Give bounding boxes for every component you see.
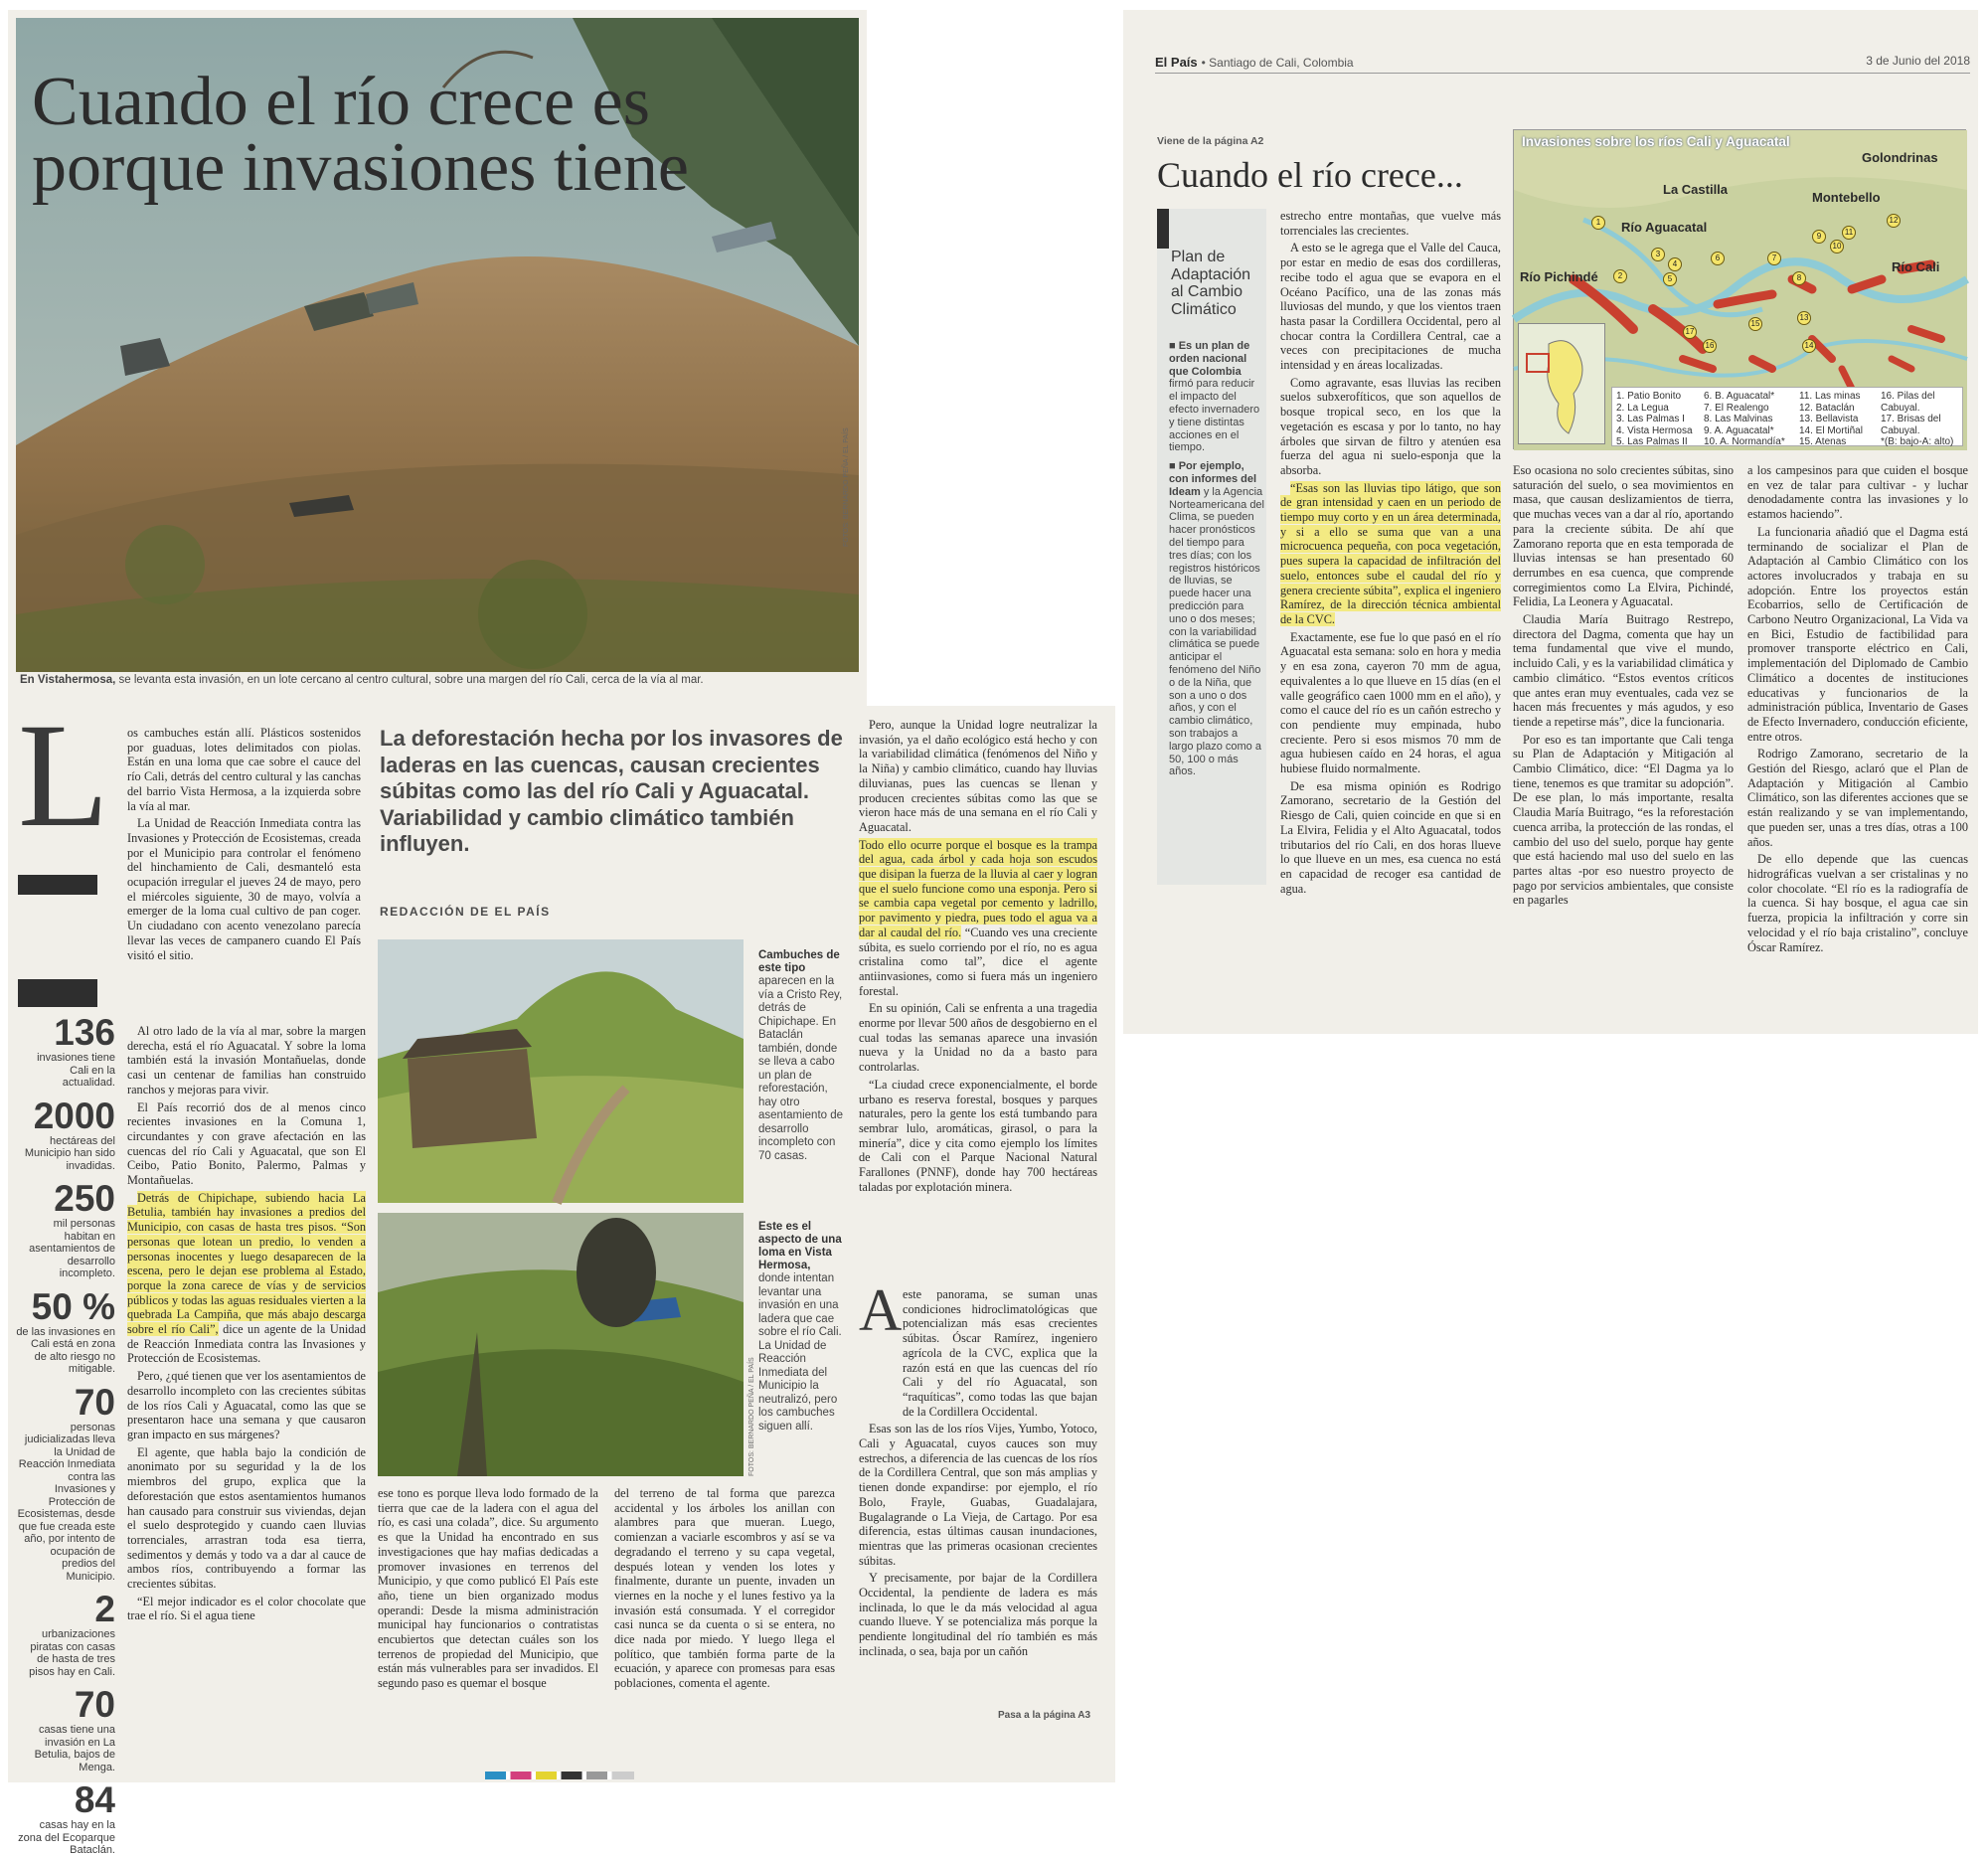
right-c2-highlight-p <box>1280 481 1501 627</box>
stat-label: de las invasiones en Cali está en zona de alto riesgo no mitigable. <box>16 1325 115 1375</box>
col4-p3: En su opinión, Cali se enfrenta a una tragedia enorme por llevar 500 años de desgobierno en el cual todas las semanas aparece una invasión nueva y la Unidad no da a basto para controlarlas. <box>859 1001 1097 1075</box>
legend-item: *(B: bajo-A: alto) <box>1881 436 1954 447</box>
stat-block <box>16 1686 115 1773</box>
map-marker: 16 <box>1703 339 1717 353</box>
shack-photo <box>378 939 744 1203</box>
map-marker: 5 <box>1663 272 1677 286</box>
col1-p6: Pero, ¿qué tienen que ver los asentamientos de desarrollo incompleto con las crecientes súbitas de los ríos Cali y Aguacatal, como las que se presentaron hace una semana y que causaron gran impacto en sus márgenes? <box>127 1369 366 1441</box>
stat-number: 70 <box>74 1381 115 1423</box>
stat-number: 70 <box>74 1684 115 1725</box>
legend-item: 11. Las minas <box>1799 391 1861 402</box>
right-headline: Cuando el río crece... <box>1157 155 1463 195</box>
map-marker: 10 <box>1830 240 1844 253</box>
legend-col-1 <box>1616 391 1693 448</box>
stat-block <box>16 1180 115 1280</box>
col4-p2: “Cuando ves una creciente súbita, es suelo corriendo por el río, no es agua cristalina como tal”, dice el agente antiinvasiones, como si fuera más un ingeniero forestal. <box>859 925 1097 998</box>
masthead <box>1155 54 1970 74</box>
legend-item: 6. B. Aguacatal* <box>1704 391 1775 402</box>
right-col2-text <box>1280 209 1501 899</box>
caption-1-body: aparecen en la vía a Cristo Rey, detrás de Chipichape. En Bataclán también, donde se lleva a cabo un plan de reforestación, hay otro asentamiento de desarrollo incompleto con 70 casas. <box>758 975 844 1162</box>
legend-item: 9. A. Aguacatal* <box>1704 424 1774 436</box>
stat-label: personas judicializadas lleva la Unidad de Reacción Inmediata contra las Invasiones y Protección de Ecosistemas, desde que fue creada este año, por intento de ocupación de predios del Municipio. <box>17 1421 115 1583</box>
deck: La deforestación hecha por los invasores de laderas en las cuencas, causan crecientes súbitas como las del río Cali y Aguacatal. Variabilidad y cambio climático también influyen. <box>380 726 843 856</box>
stat-number: 136 <box>54 1012 115 1053</box>
right-c2-p1: estrecho entre montañas, que vuelve más torrenciales las crecientes. <box>1280 209 1501 238</box>
caption-1-head: Cambuches de este tipo <box>758 949 840 974</box>
right-c3-p2: Claudia María Buitrago Restrepo, directora del Dagma, comenta que hay un tema fundamental que vive el mundo, incluido Cali, y es la variabilidad climática y cambio climático. “Estos eventos críticos que antes eran muy eventuales, cada vez se hacen más frecuentes y más agudos, y eso tiende a repetirse más”, dice la funcionaria. <box>1513 612 1734 729</box>
map-marker: 11 <box>1842 226 1856 240</box>
dropcap-bar <box>18 875 97 895</box>
main-headline <box>32 64 728 206</box>
col2-bottom: ese tono es porque lleva lodo formado de la tierra que cae de la ladera con el agua del río, es casi una colada”, dice. Su argumento es que la Unidad ha encontrado en sus investigaciones que hay mafias dedicadas a promover invasiones en terrenos del Municipio, y que como publicó El País este año, tiene un bien organizado modus operandi: Desde la misma administración municipal hay funcionarios o contratistas encubiertos que detectan cuáles son los terrenos de propiedad del Municipio, que están más vulnerables para ser invadidos. El segundo paso es quemar el bosque <box>378 1486 598 1691</box>
col1-p5-rest: dice un agente de la Unidad de Reacción Inmediata contra las Invasiones y Protección de Ecosistemas. <box>127 1322 367 1366</box>
photo-credit-2: FOTOS: BERNARDO PEÑA / EL PAÍS <box>748 1357 755 1476</box>
col2-bottom-text <box>378 1486 598 1694</box>
sidebar-title: Plan de Adaptación al Cambio Climático <box>1171 249 1251 318</box>
map-inset <box>1518 323 1605 444</box>
right-col3-text <box>1513 463 1734 911</box>
left-clipping-right-column <box>859 706 1115 1782</box>
legend-item: 4. Vista Hermosa <box>1616 424 1693 436</box>
byline: REDACCIÓN DE EL PAÍS <box>380 905 551 919</box>
sidebar-b1-text: firmó para reducir el impacto del efecto invernadero y tiene distintas acciones en el tiempo. <box>1169 378 1260 454</box>
stats-bar-top <box>18 979 97 1007</box>
drop-cap: L <box>18 693 109 858</box>
legend-item: 16. Pilas del Cabuyal. <box>1881 391 1935 414</box>
col4-p1: Pero, aunque la Unidad logre neutralizar la invasión, ya el daño ecológico está hecho y con la variabilidad climática (fenómenos del Niño y la Niña) y cambio climático, cuando hay lluvias diluvianas, pues las cuencas se llenan y producen crecientes súbitas como las que se vieron hace más de una semana en el río Cali y Aguacatal. <box>859 718 1097 834</box>
legend-col-4 <box>1881 391 1962 448</box>
legend-item: 12. Bataclán <box>1799 402 1855 414</box>
hill-photo <box>378 1213 744 1476</box>
masthead-date: 3 de Junio del 2018 <box>1866 54 1970 68</box>
map-marker: 15 <box>1748 317 1762 331</box>
col4-a: este panorama, se suman unas condiciones hidroclimatológicas que potencializan más esas crecientes súbitas. Óscar Ramírez, ingeniero agrícola de la CVC, explica que la razón está en que las cuencas del río Cali y del río Aguacatal, son “raquíticas”, como todas las que bajan de la Cordillera Occidental. <box>903 1287 1097 1419</box>
col1-p7: El agente, que habla bajo la condición de anonimato por su seguridad y la de los miembros del grupo, explica que la deforestación que estos asentamientos humanos han causado para construir sus viviendas, dejan el suelo desprotegido y cuando caen lluvias torrenciales, arrastran toda esa tierra, sedimentos y demás y todo va a dar al cauce de ambos ríos, contribuyendo a formar las crecientes súbitas. <box>127 1444 366 1592</box>
right-c2-p3: Como agravante, esas lluvias las reciben suelos subxerofíticos, que son aquellos de bosque tropical seco, en los que la vegetación es escasa y por lo tanto, no hay árboles que sirvan de filtro y atenúen esa fuerza del agua ni suelo-esponja que la absorba. <box>1280 375 1501 477</box>
headline-line-2: porque invasiones tiene <box>32 129 689 206</box>
right-clipping <box>1123 10 1978 1034</box>
col4-text <box>859 718 1097 1198</box>
stat-number: 2 <box>94 1589 115 1629</box>
col1-p1: os cambuches están allí. Plásticos sostenidos por guaduas, lotes delimitados con piolas. Están en una loma que cae sobre el cauce del río Cali, detrás del centro cultural y las canchas del barrio Vista Hermosa, a la izquierda sobre la vía al mar. <box>127 726 361 813</box>
col1-upper-text <box>127 726 361 965</box>
legend-item: 17. Brisas del Cabuyal. <box>1881 414 1941 436</box>
stat-number: 50 % <box>31 1285 115 1327</box>
stat-number: 84 <box>74 1779 115 1820</box>
map-marker: 12 <box>1887 214 1901 228</box>
sidebar-b1-bold: Es un plan de orden nacional que Colombia <box>1169 340 1250 378</box>
plan-sidebar <box>1157 209 1266 885</box>
caption-2 <box>758 1221 848 1434</box>
sidebar-bullet-2: ■ Por ejemplo, con informes del Ideam y la Agencia Norteamericana del Clima, se pueden hacer pronósticos del tiempo para tres días; con los registros históricos de lluvias, se puede hacer una predicción para uno o dos meses; con la variabilidad climática se puede anticipar el fenómeno del Niño o de la Niña, que son a uno o dos años, y con el cambio climático, son trabajos a largo plazo como a 50, 100 o más años. <box>1169 460 1264 778</box>
map-marker: 6 <box>1711 252 1725 265</box>
stat-label: casas tiene una invasión en La Betulia, bajos de Menga. <box>34 1724 115 1773</box>
sidebar-body <box>1169 340 1264 778</box>
legend-item: 3. Las Palmas I <box>1616 414 1685 424</box>
continue-note: Pasa a la página A3 <box>998 1710 1091 1721</box>
photo-caption-bold: En Vistahermosa, <box>20 674 116 686</box>
kicker: Viene de la página A2 <box>1157 135 1264 147</box>
map-marker: 7 <box>1767 252 1781 265</box>
stat-label: invasiones tiene Cali en la actualidad. <box>37 1052 115 1089</box>
right-c4-p1: a los campesinos para que cuiden el bosque en vez de talar para cultivar - y luchar denodadamente contra las invasiones y lo estamos haciendo”. <box>1747 463 1968 522</box>
caption-2-body: donde intentan levantar una invasión en una ladera que cae sobre el río Cali. La Unidad de Reacción Inmediata del Municipio la neutralizó, pero los cambuches siguen allí. <box>758 1272 842 1433</box>
map-place-rio-aguacatal: Río Aguacatal <box>1621 220 1708 235</box>
right-c2-highlight: “Esas son las lluvias tipo látigo, que son de gran intensidad y caen en un periodo de tiempo muy corto y en un área determinada, y si a ello se suma que van a una microcuenca pequeña, con poca vegetación, pues supera la capacidad de infiltración del suelo, entonces sube el caudal del río y genera creciente súbita”, explica el ingeniero Ramírez, de la dirección técnica ambiental de la CVC. <box>1280 480 1501 626</box>
stat-label: hectáreas del Municipio han sido invadidas. <box>24 1134 115 1172</box>
sidebar-bullet-1: ■ Es un plan de orden nacional que Colombia firmó para reducir el impacto del efecto invernadero y tiene distintas acciones en el tiempo. <box>1169 340 1260 454</box>
legend-item: 1. Patio Bonito <box>1616 391 1682 402</box>
stat-label: urbanizaciones piratas con casas de hasta de tres pisos hay en Cali. <box>29 1628 115 1678</box>
invasions-map <box>1513 129 1966 449</box>
stat-number: 250 <box>54 1178 115 1219</box>
stat-block <box>16 1781 115 1857</box>
map-place-montebello: Montebello <box>1812 190 1881 205</box>
map-title: Invasiones sobre los ríos Cali y Aguacatal <box>1522 134 1790 149</box>
photo-credit: FOTOS: BERNARDO PEÑA / EL PAÍS <box>843 427 850 547</box>
col4-p4: “La ciudad crece exponencialmente, el borde urbano es reserva forestal, bosques y parques naturales, pero la gente los está tumbando para sembrar lulo, aromáticas, girasol, o para la minería”, dice y cita como ejemplo los límites de Cali con el Parque Nacional Natural Farallones (PNNF), donde hay 700 hectáreas taladas por explotación minera. <box>859 1077 1097 1194</box>
map-marker: 13 <box>1797 311 1811 325</box>
map-marker: 8 <box>1792 271 1806 285</box>
legend-item: 14. El Mortiñal <box>1799 424 1863 436</box>
caption-1 <box>758 949 848 1163</box>
legend-item: 5. Las Palmas II <box>1616 436 1688 447</box>
col3-bottom-text <box>614 1486 835 1694</box>
right-c4-p4: De ello depende que las cuencas hidrográficas vuelvan a ser cristalinas y no color chocolate. “El río es la radiografía de la cuenca. Si hay bosque, el agua cae sin fuerza, propicia la infiltración y corre sin velocidad y el río baja cristalino”, concluye Óscar Ramírez. <box>1747 852 1968 954</box>
col1-lower-text <box>127 1024 366 1626</box>
col1-p5 <box>127 1191 366 1366</box>
stats-column <box>16 1014 115 1857</box>
legend-item: 8. Las Malvinas <box>1704 414 1773 424</box>
col1-p3: Al otro lado de la vía al mar, sobre la margen derecha, está el río Aguacatal. Y sobre la loma también está la invasión Montañuelas, donde casi un centenar de familias han construido ranchos y mejoras para vivir. <box>127 1024 366 1097</box>
stat-label: mil personas habitan en asentamientos de desarrollo incompleto. <box>29 1218 115 1279</box>
right-c3-p1: Eso ocasiona no solo crecientes súbitas, sino saturación del suelo, o sea movimientos en masa, que causan deslizamientos de tierra, que muchas veces van a dar al río, aportando para la creciente súbita. De ahí que Zamorano reporta que en esta temporada de lluvias intensas se han presentado 60 derrumbes en esa cuenca, que comprende corregimientos como La Elvira, Pichindé, Felidia, La Leonera y Aguacatal. <box>1513 463 1734 609</box>
photo-caption-text: se levanta esta invasión, en un lote cercano al centro cultural, sobre una margen del río Cali, cerca de la vía al mar. <box>118 674 704 686</box>
right-c2-p5: De esa misma opinión es Rodrigo Zamorano, secretario de la Gestión del Riesgo de Cali, quien coincide en que si en La Elvira, Felidia y el Alto Aguacatal, todos tributarios del río Cali, en dos horas llueve lo que llueve en un mes, esa cuenca no está en capacidad de recoger esa cantidad de agua. <box>1280 778 1501 896</box>
map-place-la-castilla: La Castilla <box>1663 182 1729 197</box>
legend-item: 2. La Legua <box>1616 402 1669 414</box>
stat-label: casas hay en la zona del Ecoparque Bataclán. <box>18 1819 115 1856</box>
stat-block <box>16 1097 115 1173</box>
headline-line-1: Cuando el río crece es <box>32 64 650 140</box>
col1-p4: El País recorrió dos de al menos cinco recientes invasiones en la Comuna 1, circundantes y con grave afectación en las cuencas del río Cali y Aguacatal, que son El Ceibo, Patio Bonito, Palermo, Palmas y Montañuelas. <box>127 1099 366 1188</box>
right-c4-p2: La funcionaria añadió que el Dagma está terminando de socializar el Plan de Adaptación al Cambio Climático con los actores involucrados y trabaja en su adopción. Entre los proyectos están Ecobarrios, sello de Certificación de Carbono Neutro Organizacional, La Vida va en Bici, Estudio de factibilidad para promover transporte eléctrico en Cali, implementación del Diplomado de Cambio Climático a docentes de instituciones educativas y funcionarios de la administración pública, Inventario de Gases de Efecto Invernadero, conducción eficiente, entre otros. <box>1747 524 1968 744</box>
right-c4-p3: Rodrigo Zamorano, secretario de la Gestión del Riesgo, aclaró que el Plan de Adaptación y Mitigación al Cambio Climático, son las diferentes acciones que se están realizando y se van implementando, que pueden ser, unas a tres días, otras a 100 años. <box>1747 747 1968 849</box>
legend-item: 10. A. Normandía* <box>1704 436 1785 447</box>
left-clipping <box>8 10 867 1856</box>
col3-bottom: del terreno de tal forma que parezca accidental y los árboles los anillan con alambres para que mueran. Luego, comienzan a vaciarle escombros y así se va degradando el terreno y su capa vegetal, después lotean y venden los lotes y finalmente, durante un puente, invaden un viernes en la noche y el lunes festivo ya la invasión está consumada. Y el corregidor casi nunca se da cuenta o si se entera, no dice nada por miedo. Y luego llega el político, que también forma parte de la ecuación, y aparece con promesas para esas poblaciones, comenta el agente. <box>614 1486 835 1691</box>
col4-highlight-p <box>859 838 1097 999</box>
masthead-paper: El País <box>1155 55 1198 70</box>
col1-highlight: Detrás de Chipichape, subiendo hacia La Betulia, también hay invasiones a predios del Municipio, con casas de hasta tres pisos. “Son personas que lotean un predio, lo venden a personas inocentes y luego desaparecen de la escena, pero le dejan ese problema al Estado, porque la zona carece de vías y de servicios públicos y todas las aguas residuales vierten a la quebrada La Campiña, que más abajo descarga sobre el río Cali”, <box>127 1190 366 1337</box>
print-color-strip <box>485 1772 634 1779</box>
col4-lower-text <box>859 1287 1097 1662</box>
right-c3-p3: Por eso es tan importante que Cali tenga su Plan de Adaptación y Mitigación al Cambio Climático, dice: “El Dagma ya lo tiene, tenemos es que tramitar su adopción”. De ese plan, lo más importante, resalta Claudia María Buitrago, “es la reforestación cuenca arriba, la protección de las rondas, el cambio del uso del suelo, porque hay gente que está haciendo mal uso del suelo en las partes altas -por eso nuestro proyecto de pago por servicios ambientales, que consiste en pagarles <box>1513 732 1734 908</box>
sidebar-b2-bold: Por ejemplo, con informes del Ideam <box>1169 460 1257 498</box>
stat-block <box>16 1285 115 1376</box>
map-marker: 2 <box>1613 269 1627 283</box>
right-c2-p2: A esto se le agrega que el Valle del Cauca, por estar en medio de esas dos cordilleras, recibe todo el agua que se evapora en el Océano Pacífico, una de las zonas más lluviosas del mundo, y que los vientos traen hasta pasar la Cordillera Occidental, pero al chocar contra la Cordillera Central, cae a veces con precipitaciones de mucha intensidad y en áreas localizadas. <box>1280 241 1501 373</box>
legend-item: 13. Bellavista <box>1799 414 1859 424</box>
map-place-rio-pichinde: Río Pichindé <box>1520 269 1598 284</box>
right-c2-p4: Exactamente, ese fue lo que pasó en el río Aguacatal esta semana: solo en hora y media y en esa zona, cayeron 70 mm de agua, equivalentes a lo que llueve en 15 días (en el valle geográfico caen 1000 mm en el año), y como el cauce del río es un cañón estrecho y con pendiente muy empinada, hubo creciente. Pero si esos mismos 70 mm de agua hubiesen caído en 24 horas, el agua hubiese fluido normalmente. <box>1280 629 1501 776</box>
legend-col-3 <box>1799 391 1863 448</box>
col4-highlight: Todo ello ocurre porque el bosque es la trampa del agua, cada árbol y cada hoja son escudos que disipan la fuerza de la lluvia al caer y logran que el suelo funcione como una esponja. Pero si se cambia capa vegetal por cemento y ladrillo, por pavimento y piedra, pues todo el agua va a dar al caudal del río. <box>859 837 1097 939</box>
col4-a3: Y precisamente, por bajar de la Cordillera Occidental, la pendiente de ladera es más inclinada, lo que le da más velocidad al agua cuando llueve. Y se potencializa más porque la pendiente longitudinal del río también es más inclinada, o sea, baja por un cañón <box>859 1571 1097 1658</box>
map-place-rio-cali: Río Cali <box>1892 259 1940 274</box>
masthead-place: • Santiago de Cali, Colombia <box>1201 56 1354 70</box>
map-marker: 9 <box>1812 230 1826 244</box>
col1-p8: “El mejor indicador es el color chocolate que trae el río. Si el agua tiene <box>127 1594 366 1623</box>
col1-p2: La Unidad de Reacción Inmediata contra las Invasiones y Protección de Ecosistemas, creada por el Municipio para controlar el fenómeno del hinchamiento de Cali, desmanteló esta ocupación irregular el jueves 24 de mayo, pero el miércoles siguiente, 30 de mayo, volvía a emerger de la loma cual cultivo de pan coger. Un ciudadano con acento venezolano parecía llevar las veces de campanero cuando El País visitó el sitio. <box>127 816 361 962</box>
map-marker: 14 <box>1802 339 1816 353</box>
map-marker: 4 <box>1668 257 1682 271</box>
legend-item: 15. Atenas <box>1799 436 1847 447</box>
legend-col-2 <box>1704 391 1785 448</box>
photo-caption <box>20 674 855 686</box>
caption-2-head: Este es el aspecto de una loma en Vista Hermosa, <box>758 1221 842 1271</box>
stat-block <box>16 1591 115 1678</box>
photo-vista-hermosa <box>378 1213 744 1476</box>
stat-block <box>16 1014 115 1090</box>
map-legend <box>1611 387 1963 446</box>
stat-number: 2000 <box>33 1095 115 1136</box>
drop-cap-a: A <box>859 1277 903 1343</box>
map-marker: 1 <box>1591 216 1605 230</box>
stat-block <box>16 1381 115 1584</box>
map-marker: 17 <box>1683 325 1697 339</box>
photo-cambuche <box>378 939 744 1203</box>
sidebar-top-bar <box>1157 209 1169 249</box>
right-col4-text <box>1747 463 1968 957</box>
col4-a2: Esas son las de los ríos Vijes, Yumbo, Yotoco, Cali y Aguacatal, cuyos cauces son muy estrechos, a diferencia de las cuencas de los ríos de la Cordillera Central, que son más amplias y tienen donde expandirse: por ejemplo, el río Bolo, Frayle, Guabas, Guadalajara, Bugalagrande o La Vieja, de Cartago. Por esa diferencia, estas últimas causan inundaciones, mientras que las primeras ocasionan crecientes súbitas. <box>859 1422 1097 1568</box>
map-marker: 3 <box>1651 248 1665 261</box>
inset-outline <box>1519 324 1606 445</box>
legend-item: 7. El Realengo <box>1704 402 1769 414</box>
sidebar-b2-text: y la Agencia Norteamericana del Clima, se pueden hacer pronósticos del tiempo para tres días; con los registros históricos de lluvias, se puede hacer una predicción para uno o dos meses; con la variabilidad climática se puede anticipar el fenómeno del Niño o de la Niña, que son a uno o dos años, y con el cambio climático, son trabajos a largo plazo como a 50, 100 o más años. <box>1169 485 1264 778</box>
map-place-golondrinas: Golondrinas <box>1862 150 1938 165</box>
